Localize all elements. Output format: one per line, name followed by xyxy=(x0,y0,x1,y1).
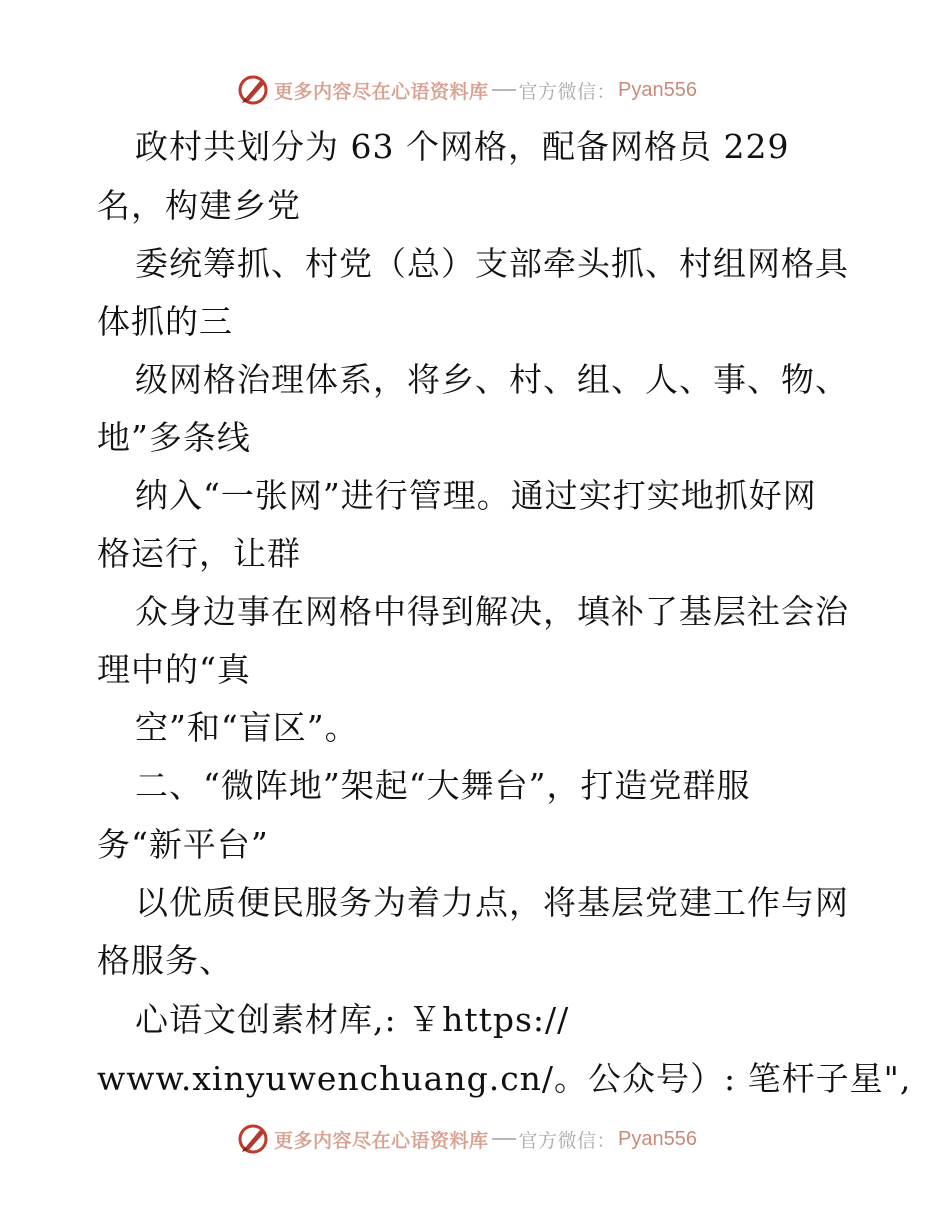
header-banner xyxy=(236,72,697,108)
body-line: 名，构建乡党 xyxy=(97,186,301,225)
header-banner-dash xyxy=(492,89,516,91)
body-line: 体抓的三 xyxy=(97,302,233,341)
pen-logo-icon xyxy=(236,1122,270,1156)
section-heading: 二、“微阵地”架起“大舞台”，打造党群服 xyxy=(135,766,751,805)
header-brand-text: 更多内容尽在心语资料库 xyxy=(274,80,489,103)
footer-banner-dash xyxy=(492,1138,516,1140)
body-line: 级网格治理体系，将乡、村、组、人、事、物、 xyxy=(135,360,849,399)
pen-logo-icon xyxy=(236,73,270,107)
body-line: 以优质便民服务为着力点，将基层党建工作与网 xyxy=(135,883,849,922)
body-line: www.xinyuwenchuang.cn/。公众号）: 笔杆子星", xyxy=(97,1059,912,1098)
footer-banner xyxy=(236,1121,697,1157)
header-official-label: 官方微信： xyxy=(518,80,617,103)
body-line: 委统筹抓、村党（总）支部牵头抓、村组网格具 xyxy=(135,244,849,283)
body-line: 心语文创素材库,: ￥https:// xyxy=(135,1000,570,1039)
body-line: 众身边事在网格中得到解决，填补了基层社会治 xyxy=(135,592,849,631)
body-line: 政村共划分为 63 个网格，配备网格员 229 xyxy=(135,127,790,166)
section-heading: 务“新平台” xyxy=(97,825,269,864)
footer-brand-text: 更多内容尽在心语资料库 xyxy=(274,1129,489,1152)
body-line: 空”和“盲区”。 xyxy=(135,708,359,747)
body-line: 格运行，让群 xyxy=(97,534,301,573)
body-line: 格服务、 xyxy=(97,941,233,980)
footer-official-label: 官方微信： xyxy=(518,1129,617,1152)
footer-wechat-id: Pyan556 xyxy=(618,1127,697,1150)
body-line: 地”多条线 xyxy=(97,418,251,457)
header-wechat-id: Pyan556 xyxy=(618,78,697,101)
body-line: 纳入“一张网”进行管理。通过实打实地抓好网 xyxy=(135,476,817,515)
body-line: 理中的“真 xyxy=(97,650,251,689)
